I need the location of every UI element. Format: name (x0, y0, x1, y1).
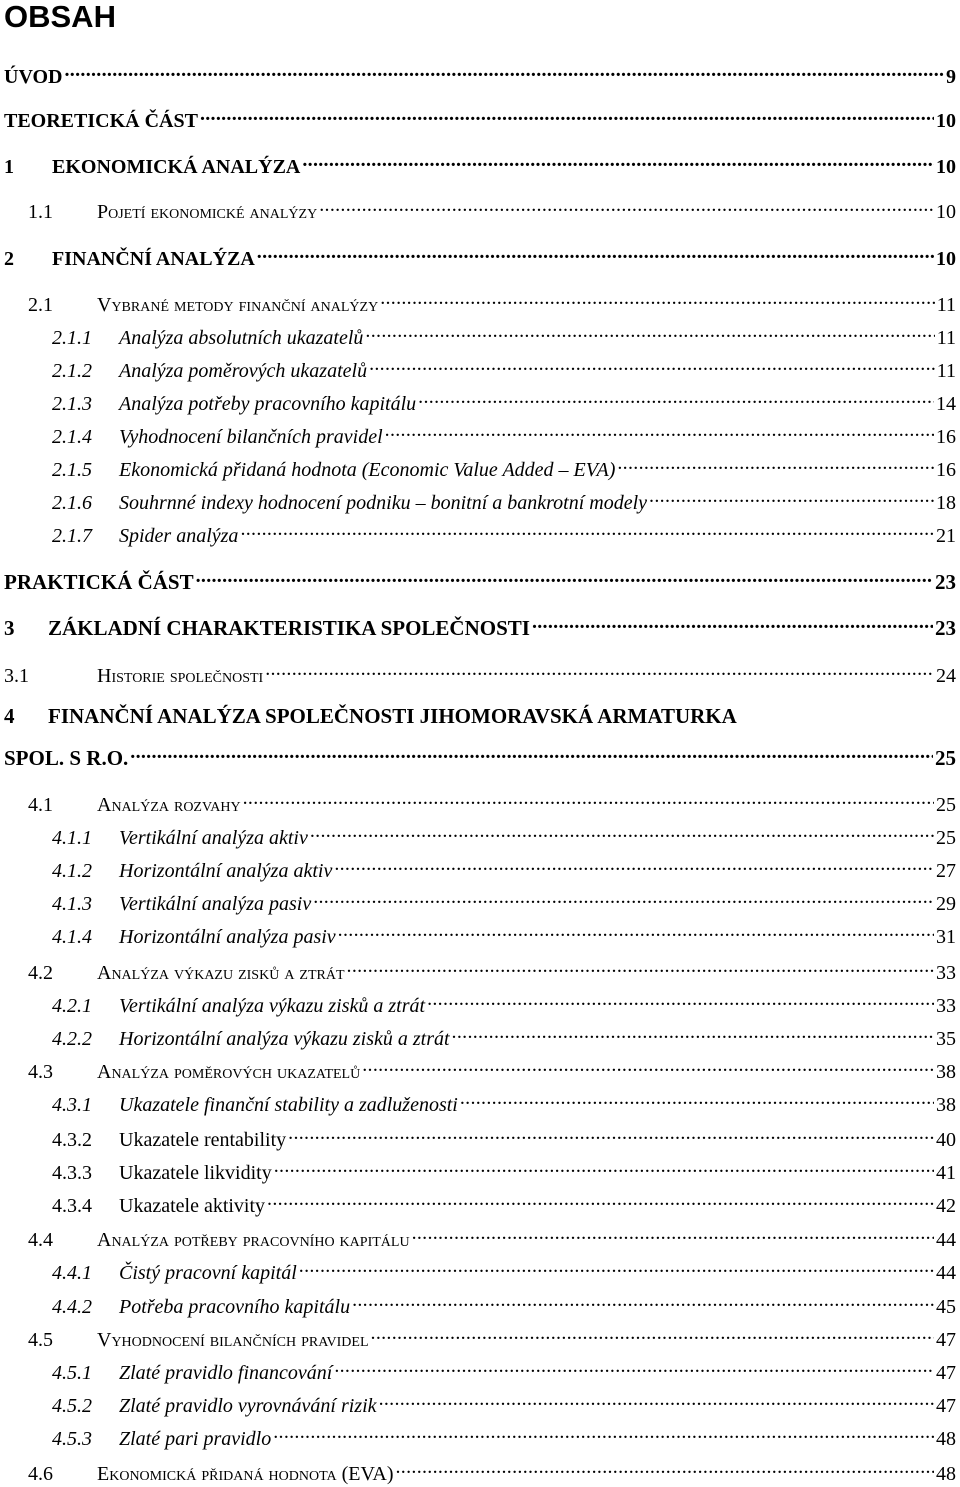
toc-entry-number: 4.2 (28, 962, 53, 984)
toc-page-number: 44 (936, 1229, 956, 1251)
toc-entry-title: Vybrané metody finanční analýzy (97, 294, 379, 316)
toc-dot-leader (363, 318, 934, 344)
toc-entry-title: FINANČNÍ ANALÝZA SPOLEČNOSTI JIHOMORAVSKÁ ARMATURKA (48, 704, 737, 728)
toc-entry-number: 4.5 (28, 1329, 53, 1351)
toc-page-number: 47 (936, 1362, 956, 1384)
toc-entry-title: Spider analýza (119, 525, 239, 547)
toc-entry[interactable] (0, 1052, 960, 1083)
toc-entry[interactable] (0, 450, 960, 481)
toc-page-number: 23 (935, 570, 956, 594)
toc-entry-title: Analýza rozvahy (97, 794, 241, 816)
toc-entry-label (52, 358, 367, 384)
toc-entry-number: 4.3 (28, 1061, 53, 1083)
toc-entry-label (4, 108, 198, 134)
toc-entry[interactable] (0, 1085, 960, 1116)
toc-entry-label (52, 858, 332, 884)
toc-page-number: 10 (936, 156, 956, 178)
toc-page-number: 48 (936, 1463, 956, 1485)
toc-entry-number: 4.2.1 (52, 995, 92, 1017)
toc-entry-label (28, 1461, 394, 1487)
toc-entry-title: Analýza poměrových ukazatelů (119, 360, 368, 382)
toc-page-number: 48 (936, 1428, 956, 1450)
toc-entry-label (28, 1327, 369, 1353)
toc-entry-title: Vyhodnocení bilančních pravidel (97, 1329, 369, 1351)
toc-dot-leader (286, 1120, 934, 1146)
toc-entry[interactable] (0, 483, 960, 514)
toc-entry-title: Ukazatele finanční stability a zadluženosti (119, 1094, 458, 1116)
toc-entry-label (28, 1227, 410, 1253)
toc-dot-leader (647, 483, 934, 509)
toc-entry-number: 2 (4, 248, 14, 270)
toc-entry-label (52, 993, 425, 1019)
toc-entry[interactable] (0, 1386, 960, 1417)
toc-page-number: 33 (936, 995, 956, 1017)
toc-entry[interactable] (0, 192, 960, 223)
toc-page-number: 40 (936, 1129, 956, 1151)
toc-entry[interactable] (0, 739, 960, 770)
toc-entry-title: Analýza absolutních ukazatelů (119, 327, 364, 349)
toc-page-number: 47 (936, 1395, 956, 1417)
toc-entry-label (52, 924, 336, 950)
toc-entry-title: Vyhodnocení bilančních pravidel (119, 426, 383, 448)
toc-entry[interactable] (0, 656, 960, 687)
toc-entry-label (4, 615, 530, 641)
toc-dot-leader (378, 285, 935, 311)
toc-entry-label (52, 490, 647, 516)
toc-page-number: 25 (936, 827, 956, 849)
toc-entry-label (4, 703, 737, 729)
toc-dot-leader (297, 1253, 934, 1279)
toc-entry[interactable] (0, 239, 960, 270)
toc-page-number: 41 (936, 1162, 956, 1184)
toc-entry-label (4, 745, 128, 771)
toc-entry-title: Vertikální analýza aktiv (119, 827, 308, 849)
toc-dot-leader (377, 1386, 934, 1412)
toc-entry-number: 4.5.3 (52, 1428, 92, 1450)
toc-dot-leader (425, 986, 934, 1012)
toc-entry-title: Ekonomická přidaná hodnota (Economic Value Added – EVA) (119, 459, 616, 481)
toc-entry-title: Horizontální analýza výkazu zisků a ztrát (119, 1028, 450, 1050)
toc-dot-leader (128, 739, 933, 765)
toc-entry[interactable] (0, 384, 960, 415)
toc-page-number: 35 (936, 1028, 956, 1050)
toc-dot-leader (317, 192, 934, 218)
toc-page-number: 27 (936, 860, 956, 882)
toc-dot-leader (336, 917, 934, 943)
toc-entry[interactable] (0, 417, 960, 448)
toc-entry-title: Horizontální analýza pasiv (119, 926, 336, 948)
toc-page-number: 38 (936, 1094, 956, 1116)
toc-entry-number: 1 (4, 156, 14, 178)
toc-page-number: 10 (936, 201, 956, 223)
toc-page-number: 47 (936, 1329, 956, 1351)
toc-entry-label (52, 424, 383, 450)
toc-entry-label (52, 825, 308, 851)
toc-entry-number: 4.1 (28, 794, 53, 816)
toc-entry-title: Vertikální analýza výkazu zisků a ztrát (119, 995, 426, 1017)
toc-dot-leader (194, 563, 933, 589)
toc-entry[interactable] (0, 318, 960, 349)
toc-entry-number: 4.2.2 (52, 1028, 92, 1050)
toc-entry-label (28, 792, 241, 818)
toc-dot-leader (332, 1353, 934, 1379)
toc-page-number: 11 (936, 327, 956, 349)
toc-entry[interactable] (0, 1253, 960, 1284)
toc-entry-title: SPOL. S R.O. (4, 746, 129, 770)
toc-entry-number: 2.1 (28, 294, 53, 316)
toc-entry-label (28, 292, 378, 318)
toc-entry[interactable] (0, 1186, 960, 1217)
toc-dot-leader (458, 1085, 934, 1111)
toc-dot-leader (450, 1019, 934, 1045)
toc-entry-label (52, 523, 238, 549)
toc-entry-number: 3.1 (4, 665, 29, 687)
toc-entry[interactable] (0, 851, 960, 882)
toc-dot-leader (238, 516, 934, 542)
toc-entry-title: EKONOMICKÁ ANALÝZA (52, 156, 301, 178)
toc-entry-title: PRAKTICKÁ ČÁST (4, 570, 194, 594)
toc-entry[interactable] (0, 1287, 960, 1318)
toc-entry-number: 2.1.2 (52, 360, 92, 382)
toc-entry-label (28, 199, 317, 225)
toc-entry-label (4, 154, 300, 180)
toc-entry-number: 4.1.3 (52, 893, 92, 915)
toc-dot-leader (345, 953, 934, 979)
toc-entry-number: 4.3.2 (52, 1129, 92, 1151)
toc-entry[interactable] (0, 609, 960, 640)
toc-page-number: 24 (936, 665, 956, 687)
toc-entry-label (52, 1092, 458, 1118)
toc-entry-number: 2.1.7 (52, 525, 92, 547)
toc-entry-number: 4.4.2 (52, 1296, 92, 1318)
toc-dot-leader (272, 1153, 934, 1179)
toc-entry-number: 4.3.3 (52, 1162, 92, 1184)
toc-dot-leader (308, 818, 934, 844)
toc-dot-leader (263, 656, 934, 682)
toc-entry-title: Čistý pracovní kapitál (119, 1262, 297, 1284)
toc-page-number: 44 (936, 1262, 956, 1284)
toc-entry-number: 4.5.1 (52, 1362, 92, 1384)
toc-entry-label (4, 663, 263, 689)
toc-page-number: 18 (936, 492, 956, 514)
toc-page-number: 16 (936, 459, 956, 481)
toc-dot-leader (383, 417, 934, 443)
toc-page-number: 29 (936, 893, 956, 915)
toc-entry-number: 4.1.2 (52, 860, 92, 882)
toc-entry-title: FINANČNÍ ANALÝZA (52, 248, 255, 270)
toc-entry-label (52, 1360, 332, 1386)
toc-page-number: 38 (936, 1061, 956, 1083)
toc-dot-leader (367, 351, 935, 377)
toc-entry-number: 4 (4, 704, 15, 728)
toc-entry-label (52, 1294, 350, 1320)
toc-entry-number: 2.1.1 (52, 327, 92, 349)
toc-page-number: 9 (946, 66, 956, 88)
toc-page-number: 25 (935, 746, 956, 770)
toc-entry-title: ÚVOD (4, 66, 63, 88)
toc-entry-number: 4.3.1 (52, 1094, 92, 1116)
toc-dot-leader (311, 884, 934, 910)
toc-entry-title: Souhrnné indexy hodnocení podniku – bonitní a bankrotní modely (119, 492, 648, 514)
toc-entry[interactable] (0, 1419, 960, 1450)
toc-page-number: 31 (936, 926, 956, 948)
toc-entry-number: 4.4 (28, 1229, 53, 1251)
toc-entry[interactable] (0, 703, 960, 729)
toc-entry[interactable] (0, 1353, 960, 1384)
toc-entry-label (52, 1193, 265, 1219)
toc-page-number: 23 (935, 616, 956, 640)
page-title: OBSAH (4, 0, 116, 34)
toc-entry-label (4, 64, 63, 90)
toc-entry-title: Zlaté pravidlo financování (119, 1362, 333, 1384)
toc-entry-title: Vertikální analýza pasiv (119, 893, 312, 915)
toc-page-number: 33 (936, 962, 956, 984)
toc-dot-leader (369, 1320, 934, 1346)
toc-entry-number: 4.4.1 (52, 1262, 92, 1284)
toc-entry-title: Horizontální analýza aktiv (119, 860, 333, 882)
toc-page-number: 11 (936, 360, 956, 382)
toc-entry[interactable] (0, 285, 960, 316)
toc-entry-number: 4.3.4 (52, 1195, 92, 1217)
toc-entry-label (4, 569, 194, 595)
toc-entry-label (52, 1160, 272, 1186)
toc-entry-label (52, 1260, 297, 1286)
toc-entry[interactable] (0, 57, 960, 88)
toc-entry-label (52, 325, 363, 351)
toc-entry[interactable] (0, 516, 960, 547)
toc-dot-leader (255, 239, 934, 265)
toc-dot-leader (416, 384, 934, 410)
toc-entry-title: Potřeba pracovního kapitálu (119, 1296, 351, 1318)
toc-page-number: 10 (936, 248, 956, 270)
toc-dot-leader (271, 1419, 934, 1445)
toc-entry-title: Ukazatele rentability (119, 1129, 287, 1151)
toc-dot-leader (394, 1454, 935, 1480)
toc-entry-label (4, 246, 255, 272)
toc-entry[interactable] (0, 1220, 960, 1251)
toc-entry-title: Ekonomická přidaná hodnota (EVA) (97, 1463, 394, 1485)
toc-page-number: 11 (936, 294, 956, 316)
toc-entry[interactable] (0, 101, 960, 132)
toc-entry-number: 1.1 (28, 201, 53, 223)
toc-dot-leader (198, 101, 934, 127)
toc-entry-label (52, 1026, 450, 1052)
toc-entry-title: TEORETICKÁ ČÁST (4, 110, 198, 132)
toc-entry[interactable] (0, 1454, 960, 1485)
toc-dot-leader (360, 1052, 934, 1078)
toc-entry-number: 2.1.5 (52, 459, 92, 481)
toc-entry[interactable] (0, 563, 960, 594)
toc-entry[interactable] (0, 1320, 960, 1351)
toc-page-number: 21 (936, 525, 956, 547)
toc-entry-number: 4.1.1 (52, 827, 92, 849)
toc-entry-label (52, 391, 416, 417)
toc-dot-leader (530, 609, 933, 635)
toc-entry-title: Analýza potřeby pracovního kapitálu (119, 393, 417, 415)
toc-entry[interactable] (0, 1120, 960, 1151)
toc-entry-label (52, 1426, 271, 1452)
toc-dot-leader (300, 147, 934, 173)
toc-entry-label (52, 1127, 286, 1153)
toc-entry-number: 2.1.6 (52, 492, 92, 514)
toc-dot-leader (410, 1220, 934, 1246)
toc-entry-label (52, 457, 615, 483)
toc-entry[interactable] (0, 986, 960, 1017)
toc-entry-number: 4.5.2 (52, 1395, 92, 1417)
toc-entry[interactable] (0, 917, 960, 948)
toc-entry-number: 4.1.4 (52, 926, 92, 948)
toc-dot-leader (615, 450, 934, 476)
toc-page-number: 45 (936, 1296, 956, 1318)
toc-entry-label (28, 960, 345, 986)
toc-entry-number: 2.1.4 (52, 426, 92, 448)
toc-entry[interactable] (0, 884, 960, 915)
toc-entry[interactable] (0, 953, 960, 984)
toc-entry-title: Analýza poměrových ukazatelů (97, 1061, 361, 1083)
toc-entry-title: Zlaté pravidlo vyrovnávání rizik (119, 1395, 377, 1417)
toc-entry[interactable] (0, 1153, 960, 1184)
toc-entry-title: Historie společnosti (97, 665, 264, 687)
toc-page-number: 42 (936, 1195, 956, 1217)
toc-entry[interactable] (0, 351, 960, 382)
toc-page-number: 16 (936, 426, 956, 448)
toc-entry[interactable] (0, 1019, 960, 1050)
toc-entry-title: Ukazatele aktivity (119, 1195, 266, 1217)
toc-entry[interactable] (0, 147, 960, 178)
toc-entry-title: ZÁKLADNÍ CHARAKTERISTIKA SPOLEČNOSTI (48, 616, 530, 640)
toc-page-number: 10 (936, 110, 956, 132)
toc-entry-number: 3 (4, 616, 15, 640)
toc-dot-leader (63, 57, 945, 83)
toc-entry-title: Zlaté pari pravidlo (119, 1428, 272, 1450)
toc-entry-number: 2.1.3 (52, 393, 92, 415)
toc-dot-leader (350, 1287, 934, 1313)
toc-entry[interactable] (0, 818, 960, 849)
toc-dot-leader (265, 1186, 934, 1212)
toc-entry-label (52, 1393, 377, 1419)
toc-entry-title: Pojetí ekonomické analýzy (97, 201, 318, 223)
toc-dot-leader (332, 851, 934, 877)
toc-dot-leader (241, 785, 934, 811)
toc-entry-label (52, 891, 311, 917)
toc-entry-title: Analýza výkazu zisků a ztrát (97, 962, 345, 984)
toc-entry-title: Analýza potřeby pracovního kapitálu (97, 1229, 410, 1251)
toc-entry-title: Ukazatele likvidity (119, 1162, 272, 1184)
toc-entry-number: 4.6 (28, 1463, 53, 1485)
toc-page-number: 25 (936, 794, 956, 816)
toc-entry-label (28, 1059, 360, 1085)
toc-page-number: 14 (936, 393, 956, 415)
toc-entry[interactable] (0, 785, 960, 816)
